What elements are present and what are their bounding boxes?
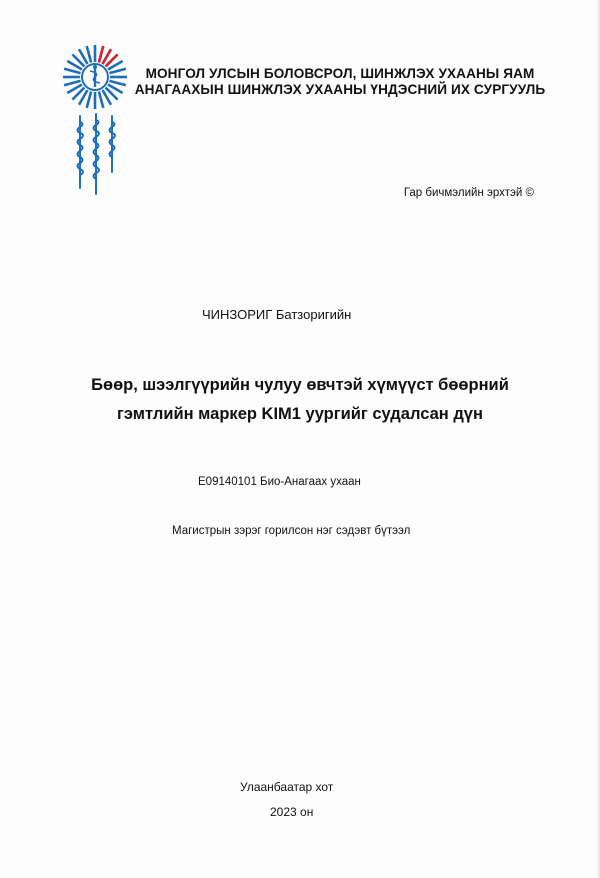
university-emblem-icon [62,44,128,110]
publication-year: 2023 он [270,805,314,819]
thesis-title-line-2: гэмтлийн маркер KIM1 уургийг судалсан дүн [117,405,483,423]
university-name: АНАГААХЫН ШИНЖЛЭХ УХААНЫ ҮНДЭСНИЙ ИХ СУРГУУЛЬ [134,82,546,97]
page-edge [596,0,600,878]
program-code: Е09140101 Био-Анагаах ухаан [198,476,361,488]
degree-statement: Магистрын зэрэг горилсон нэг сэдэвт бүтээл [172,525,411,537]
author-name: ЧИНЗОРИГ Батзоригийн [202,307,352,322]
city-name: Улаанбаатар хот [240,780,334,794]
copyright-notice: Гар бичмэлийн эрхтэй © [403,187,534,199]
mongolian-script-icon [66,112,130,200]
ministry-name: МОНГОЛ УЛСЫН БОЛОВСРОЛ, ШИНЖЛЭХ УХААНЫ ЯАМ [145,66,535,81]
thesis-title-line-1: Бөөр, шээлгүүрийн чулуу өвчтэй хүмүүст бөөрний [91,376,509,394]
